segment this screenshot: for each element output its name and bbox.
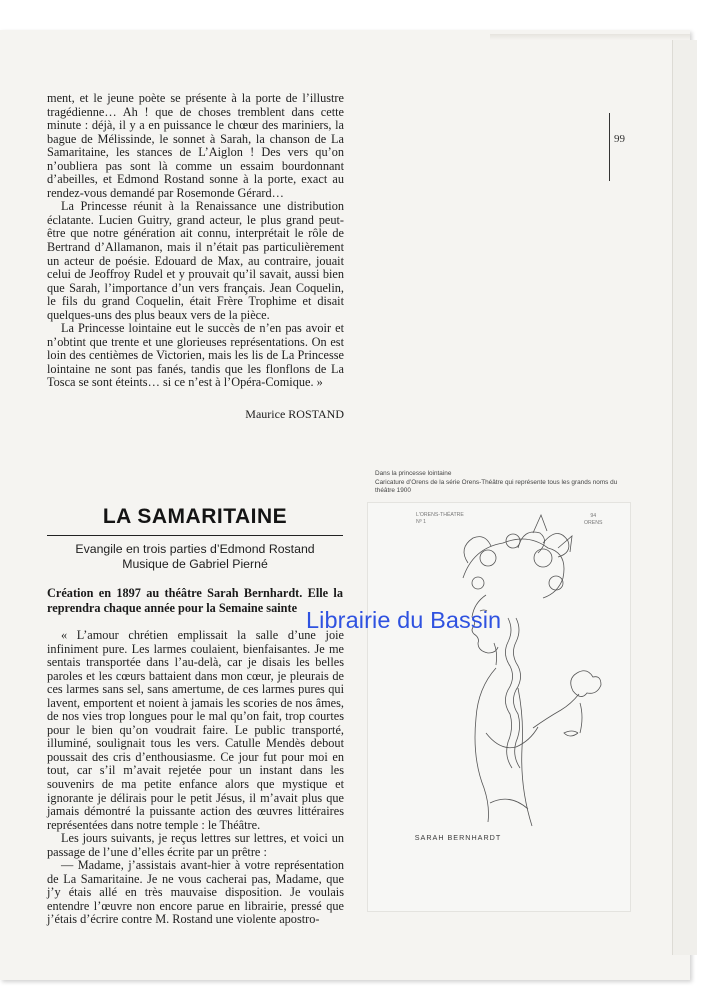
caption-line: Caricature d’Orens de la série Orens-Théâtre qui représente tous les grands noms du théâtre 1900: [375, 478, 618, 494]
page-number-rule: [609, 113, 610, 181]
quote-bottom-paragraph: « L’amour chrétien emplissait la salle d’une joie infiniment pure. Les larmes coulaient, bienfaisantes. Je me sentais transportée dans l’au-delà, car je disais les belles paroles et les cœurs battaient dans mon cœur, je pleurais de ces larmes sans sel, sans amertume, de ces larmes pures qui lavent, emportent et noient à jamais les scories de nos âmes, de nos vies trop longues pour le mal qu’on fait, trop courtes pour le bien qu’on voudrait faire. Le public transporté, illuminé, soulignait tous les vers. Catulle Mendès debout poussait des cris d’enthousiasme. Ce jour fut pour moi en tout, car s’il m’avait rejetée pour un instant dans les souvenirs de ma petite enfance alors que mystique et ignorante je délirais pour le petit Jésus, il m’avait plus que jamais démontré la puissante action des œuvres littéraires représentées dans notre temple : le Théâtre.: [47, 628, 344, 832]
monogram-line: ORENS: [584, 520, 603, 526]
title-rule: [47, 535, 343, 536]
caricature-drawing: [368, 503, 630, 911]
subtitle-line: Musique de Gabriel Pierné: [122, 556, 268, 571]
quote-bottom-paragraph: Les jours suivants, je reçus lettres sur lettres, et voici un passage de l’une d’elles écrite par un prêtre :: [47, 831, 344, 859]
seller-watermark: Librairie du Bassin: [306, 607, 502, 633]
series-line: L'ORENS-THÉATRE: [416, 512, 464, 518]
quote-bottom: [47, 629, 344, 927]
author-signature: Maurice ROSTAND: [245, 407, 344, 421]
artist-monogram: [584, 513, 602, 527]
monogram-line: 94: [590, 513, 597, 519]
quote-top-paragraph: La Princesse réunit à la Renaissance une distribution éclatante. Lucien Guitry, grand acteur, le plus grand peut-être que notre génération ait connu, interprétait le rôle de Bertrand d’Allamanon, mais il n’était pas particulièrement un acteur de poésie. Edouard de Max, au contraire, jouait celui de Jeoffroy Rudel et y prouvait qu’il savait, aussi bien que Sarah, l’importance d’un vers français. Jean Coquelin, le fils du grand Coquelin, était Frère Trophime et disait quelques-uns des plus beaux vers de la pièce.: [47, 199, 344, 322]
page-number: 99: [614, 133, 625, 145]
illustration-name-label: SARAH BERNHARDT: [414, 833, 502, 842]
caricature-illustration: [367, 502, 631, 912]
creation-note: Création en 1897 au théâtre Sarah Bernhardt. Elle la reprendra chaque année pour la Semaine sainte: [47, 586, 343, 615]
quote-top-paragraph: La Princesse lointaine eut le succès de n’en pas avoir et n’obtint que trente et une glorieuses représentations. On est loin des centièmes de Victorien, mais les lis de La Princesse lointaine ne sont pas fanés, tandis que les flonflons de La Tosca se sont éteints… si ce n’est à l’Opéra-Comique. »: [47, 321, 344, 390]
page-edge-shadow: [490, 34, 690, 40]
quote-top-paragraph: ment, et le jeune poète se présente à la porte de l’illustre tragédienne… Ah ! que de choses tremblent dans cette minute : déjà, il y a en puissance le chœur des mariniers, la bague de Mélissinde, le sonnet à Sarah, la chanson de La Samaritaine, les stances de L’Aiglon ! Des vers qu’on n’oubliera pas sont là comme un essaim bourdonnant d’abeilles, et Edmond Rostand sonne à la porte, exact au rendez-vous demandé par Rosemonde Gérard…: [47, 91, 344, 200]
section-subtitle: [47, 542, 343, 571]
illustration-caption: [375, 470, 637, 496]
section-title: LA SAMARITAINE: [102, 505, 288, 528]
page-edge: [672, 40, 697, 955]
series-line: Nº 1: [416, 519, 426, 525]
series-label: [416, 512, 464, 526]
quote-bottom-paragraph: — Madame, j’assistais avant-hier à votre représentation de La Samaritaine. Je ne vous cacherai pas, Madame, que j’y étais allé en très mauvaise disposition. Je voulais entendre l’œuvre non encore parue en librairie, pressé que j’étais d’écrire contre M. Rostand une violente apostro-: [47, 858, 344, 927]
quote-top: [47, 92, 344, 390]
subtitle-line: Evangile en trois parties d’Edmond Rostand: [75, 542, 315, 556]
caption-line: Dans la princesse lointaine: [375, 470, 452, 477]
